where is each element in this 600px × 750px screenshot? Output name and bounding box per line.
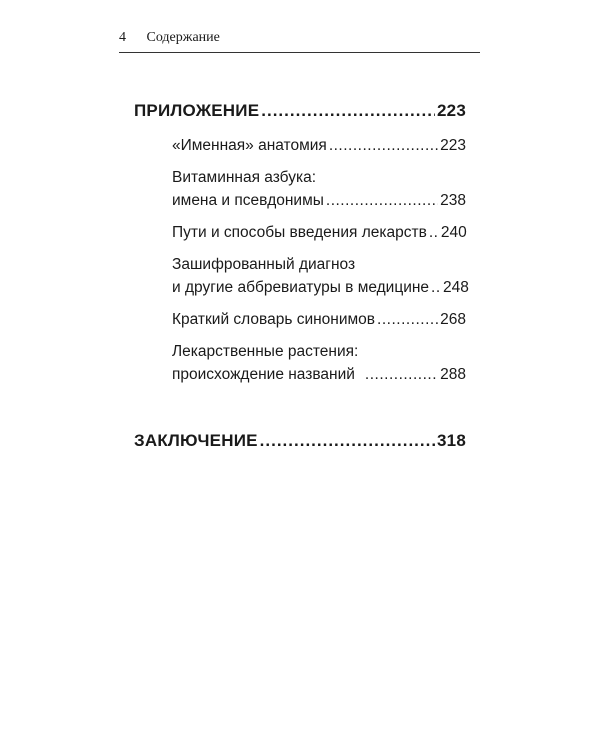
toc-entry-synonyms-dictionary[interactable] (134, 308, 466, 331)
toc-entry-label: происхождение названий (172, 366, 355, 383)
toc-entry-label: Краткий словарь синонимов (172, 311, 376, 328)
toc-entry-page: 248 (443, 279, 469, 296)
dot-leader (377, 308, 438, 331)
table-of-contents (134, 100, 469, 452)
dot-leader (365, 363, 438, 386)
toc-entry-appendix[interactable] (134, 100, 466, 122)
toc-entry-page: 223 (440, 137, 466, 154)
dot-leader (326, 189, 438, 212)
toc-entry-medicinal-plants[interactable] (134, 340, 466, 386)
toc-entry-vitamin-alphabet[interactable] (134, 166, 466, 212)
toc-entry-label: Пути и способы введения лекарств (172, 224, 427, 241)
dot-leader (429, 221, 439, 244)
toc-entry-conclusion[interactable] (134, 430, 466, 452)
toc-entry-label-line: Лекарственные растения: (172, 343, 359, 360)
toc-entry-label: и другие аббревиатуры в медицине (172, 279, 430, 296)
toc-entry-label: ЗАКЛЮЧЕНИЕ (134, 431, 258, 450)
page-number: 4 (119, 30, 126, 45)
toc-entry-page: 223 (437, 101, 466, 120)
running-header (119, 28, 480, 53)
dot-leader (431, 276, 441, 299)
running-title: Содержание (146, 30, 220, 45)
toc-entry-page: 288 (440, 366, 466, 383)
toc-entry-drug-routes[interactable] (134, 221, 466, 244)
dot-leader (261, 100, 435, 122)
toc-entry-label-line: Витаминная азбука: (172, 169, 317, 186)
toc-entry-named-anatomy[interactable] (134, 134, 466, 157)
toc-entry-page: 318 (437, 431, 466, 450)
toc-entry-label-line: Зашифрованный диагноз (172, 256, 356, 273)
dot-leader (329, 134, 438, 157)
toc-entry-page: 268 (440, 311, 466, 328)
toc-entry-encrypted-diagnosis[interactable] (134, 253, 469, 299)
toc-entry-page: 240 (440, 224, 467, 241)
toc-entry-label: ПРИЛОЖЕНИЕ (134, 101, 260, 120)
dot-leader (260, 430, 435, 452)
toc-entry-label: «Именная» анатомия (172, 137, 327, 154)
toc-entry-page: 238 (440, 192, 466, 209)
toc-entry-label: имена и псевдонимы (172, 192, 324, 209)
